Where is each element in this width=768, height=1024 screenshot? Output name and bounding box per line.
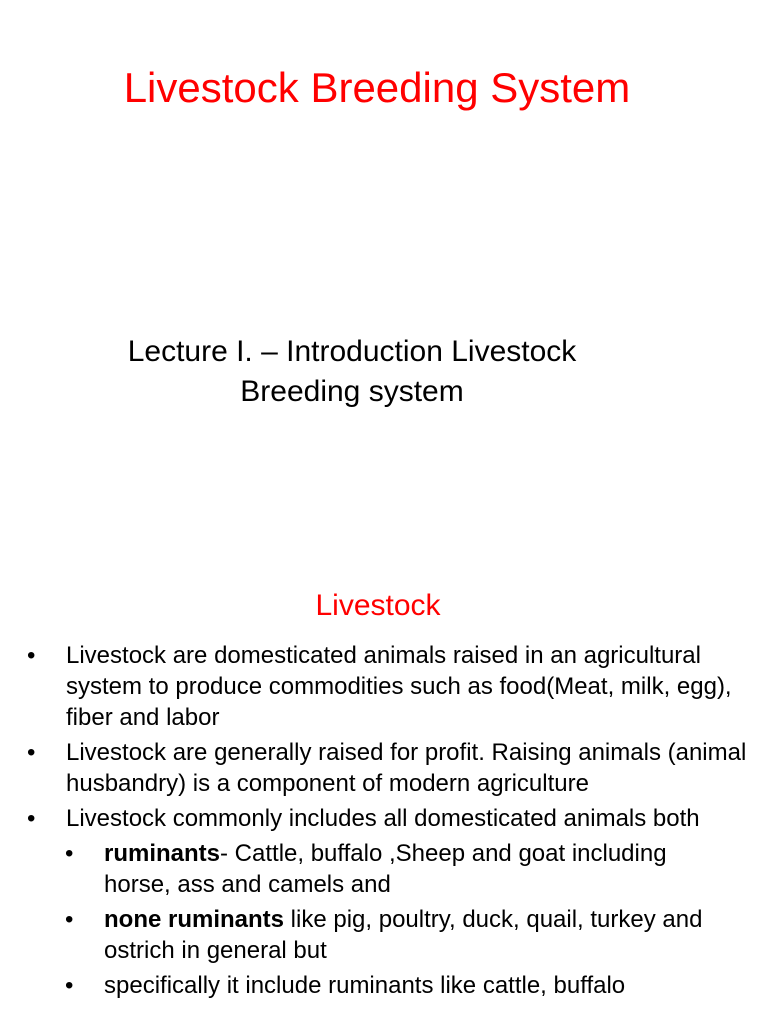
sub-list-item-text: like pig, poultry, duck, quail, turkey and ostrich in general but: [104, 906, 703, 964]
subtitle-line-1: Lecture I. – Introduction Livestock: [127, 335, 577, 368]
term-none-ruminants: none ruminants: [104, 906, 285, 933]
term-ruminants: ruminants: [104, 840, 221, 867]
bullet-icon: •: [65, 906, 74, 933]
bullet-icon: •: [65, 972, 74, 999]
list-item-text: Livestock are domesticated animals raised in an agricultural system to produce commodities such as food(Meat, milk, egg), fiber and labor: [66, 642, 732, 731]
sub-list-item-text: specifically it include ruminants like cattle, buffalo: [104, 972, 626, 999]
slide-livestock: [0, 570, 768, 1024]
list-item: [0, 803, 768, 834]
bullet-icon: •: [65, 840, 74, 867]
list-item-text: Livestock are generally raised for profit. Raising animals (animal husbandry) is a component of modern agriculture: [66, 739, 747, 797]
sub-list-item-text: - Cattle, buffalo ,Sheep and goat including horse, ass and camels and: [104, 840, 667, 898]
bullet-icon: •: [27, 642, 36, 669]
bullet-list: [0, 640, 768, 1005]
page-title: Livestock Breeding System: [123, 64, 631, 111]
list-item: [0, 640, 768, 733]
bullet-icon: •: [27, 739, 36, 766]
sub-bullet-list: [0, 838, 768, 1001]
bullet-icon: •: [27, 805, 36, 832]
list-item-text: Livestock commonly includes all domesticated animals both: [66, 805, 700, 832]
sub-list-item: [0, 838, 768, 900]
section-heading: Livestock: [315, 589, 441, 622]
sub-list-container: [0, 838, 768, 1001]
sub-list-item: [0, 970, 768, 1001]
lecture-subtitle: [0, 332, 704, 412]
list-item: [0, 737, 768, 799]
sub-list-item: [0, 904, 768, 966]
subtitle-line-2: Breeding system: [240, 375, 464, 408]
